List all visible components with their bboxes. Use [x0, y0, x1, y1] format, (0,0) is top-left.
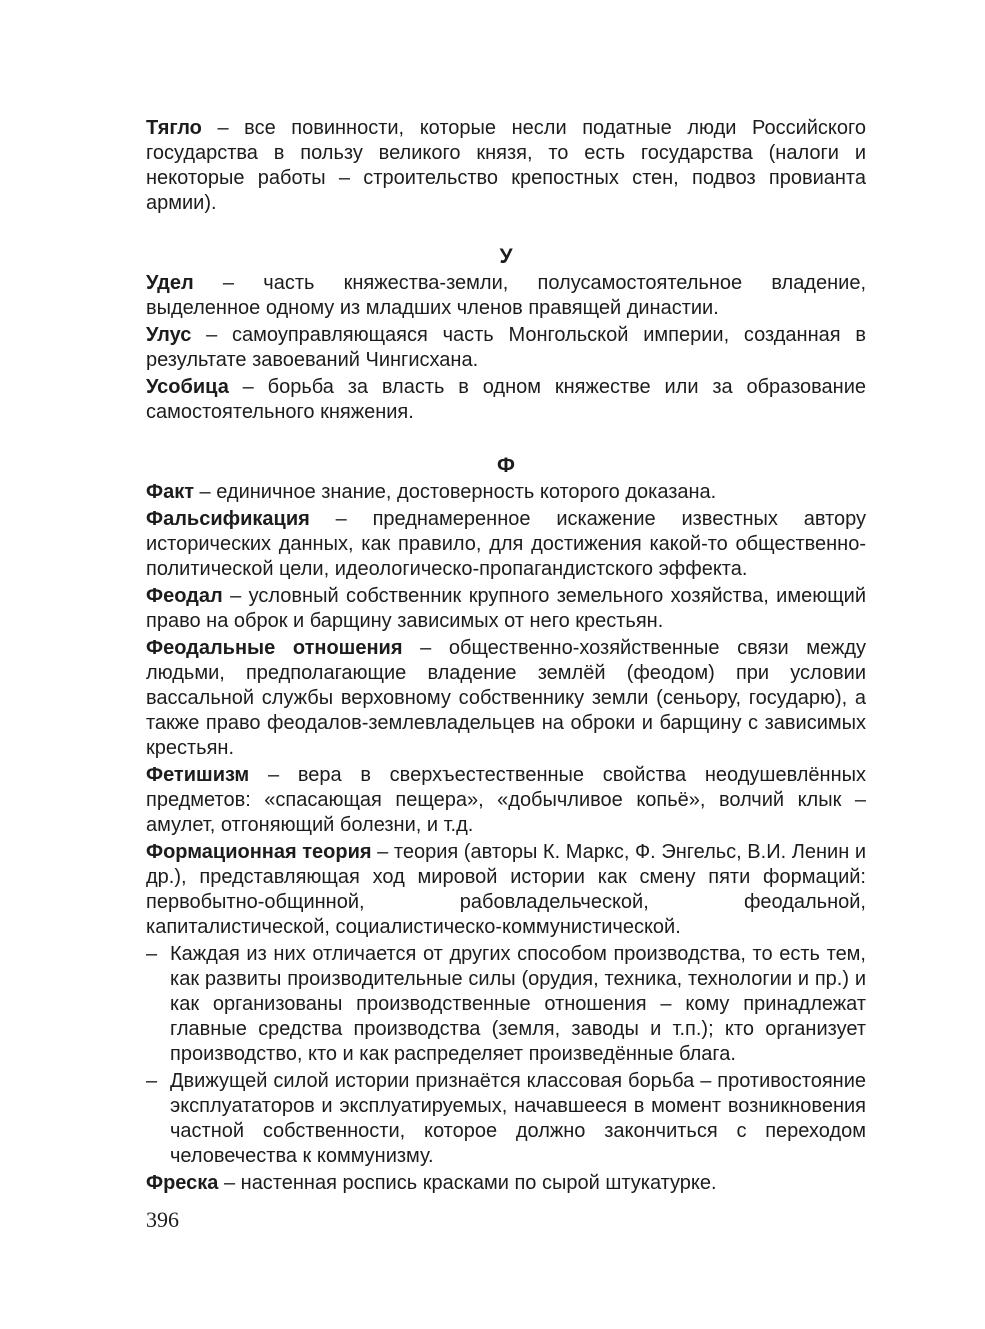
- entry-term: Факт: [146, 481, 194, 503]
- entry-term: Удел: [146, 272, 194, 294]
- entry-definition: – преднамеренное искажение известных автору исторических данных, как правило, для достижения какой-то общественно-политической цели, идеологическо-пропагандистского эффекта.: [146, 508, 866, 580]
- page-content: [146, 116, 866, 1198]
- bullet-text: Движущей силой истории признаётся классовая борьба – противостояние эксплуататоров и эксплуатируемых, начавшееся в момент возникновения частной собственности, которое должно закончиться с переходом человечества к коммунизму.: [170, 1070, 866, 1167]
- bullet-text: Каждая из них отличается от других способом производства, то есть тем, как развиты производительные силы (орудия, техника, технологии и пр.) и как организованы производственные отношения – кому принадлежат главные средства производства (земля, заводы и т.п.); кто организует производство, кто и как распределяет произведённые блага.: [170, 943, 866, 1065]
- section-heading-u: У: [499, 245, 513, 268]
- entry-fakt: [146, 480, 866, 505]
- entry-term: Улус: [146, 324, 192, 346]
- entry-term: Тягло: [146, 117, 202, 139]
- entry-formatsionnaya-teoriya: [146, 840, 866, 940]
- entry-feodal: [146, 584, 866, 634]
- entry-term: Фреска: [146, 1172, 219, 1194]
- entry-usobitsa: [146, 375, 866, 425]
- dash-marker: –: [146, 943, 158, 965]
- bullet-item: [146, 1069, 866, 1169]
- entry-term: Феодальные отношения: [146, 637, 403, 659]
- entry-term: Феодал: [146, 585, 223, 607]
- entry-definition: – вера в сверхъестественные свойства неодушевлённых предметов: «спасающая пещера», «добычливое копьё», волчий клык – амулет, отгоняющий болезни, и т.д.: [146, 764, 866, 836]
- bullet-item: [146, 942, 866, 1067]
- page-number: 396: [146, 1207, 179, 1232]
- entry-term: Фетишизм: [146, 764, 250, 786]
- entry-term: Усобица: [146, 376, 229, 398]
- entry-udel: [146, 271, 866, 321]
- entry-freska: [146, 1171, 866, 1196]
- entry-ulus: [146, 323, 866, 373]
- entry-definition: – условный собственник крупного земельного хозяйства, имеющий право на оброк и барщину зависимых от него крестьян.: [146, 585, 866, 632]
- entry-tyaglo: [146, 116, 866, 216]
- entry-definition: – борьба за власть в одном княжестве или за образование самостоятельного княжения.: [146, 376, 866, 423]
- entry-falsifikatsiya: [146, 507, 866, 582]
- entry-definition: – общественно-хозяйственные связи между людьми, предполагающие владение землёй (феодом) при условии вассальной службы верховному собственнику земли (сеньору, государю), а также право феодалов-землевладельцев на оброки и барщину с зависимых крестьян.: [146, 637, 866, 759]
- entry-definition: – самоуправляющаяся часть Монгольской империи, созданная в результате завоеваний Чингисхана.: [146, 324, 866, 371]
- entry-feodalnye-otnosheniya: [146, 636, 866, 761]
- entry-term: Формационная теория: [146, 841, 372, 863]
- entry-definition: – все повинности, которые несли податные люди Российского государства в пользу великого князя, то есть государства (налоги и некоторые работы – строительство крепостных стен, подвоз провианта армии).: [146, 117, 866, 214]
- entry-definition: – теория (авторы К. Маркс, Ф. Энгельс, В.И. Ленин и др.), представляющая ход мировой истории как смену пяти формаций: первобытно-общинной, рабовладельческой, феодальной, капиталистической, социалистическо-коммунистической.: [146, 841, 867, 938]
- entry-definition: – единичное знание, достоверность которого доказана.: [194, 481, 717, 503]
- entry-definition: – часть княжества-земли, полусамостоятельное владение, выделенное одному из младших членов правящей династии.: [146, 272, 866, 319]
- entry-fetishizm: [146, 763, 866, 838]
- section-heading-f: Ф: [497, 454, 515, 477]
- entry-definition: – настенная роспись красками по сырой штукатурке.: [218, 1172, 717, 1194]
- dash-marker: –: [146, 1070, 158, 1092]
- entry-term: Фальсификация: [146, 508, 310, 530]
